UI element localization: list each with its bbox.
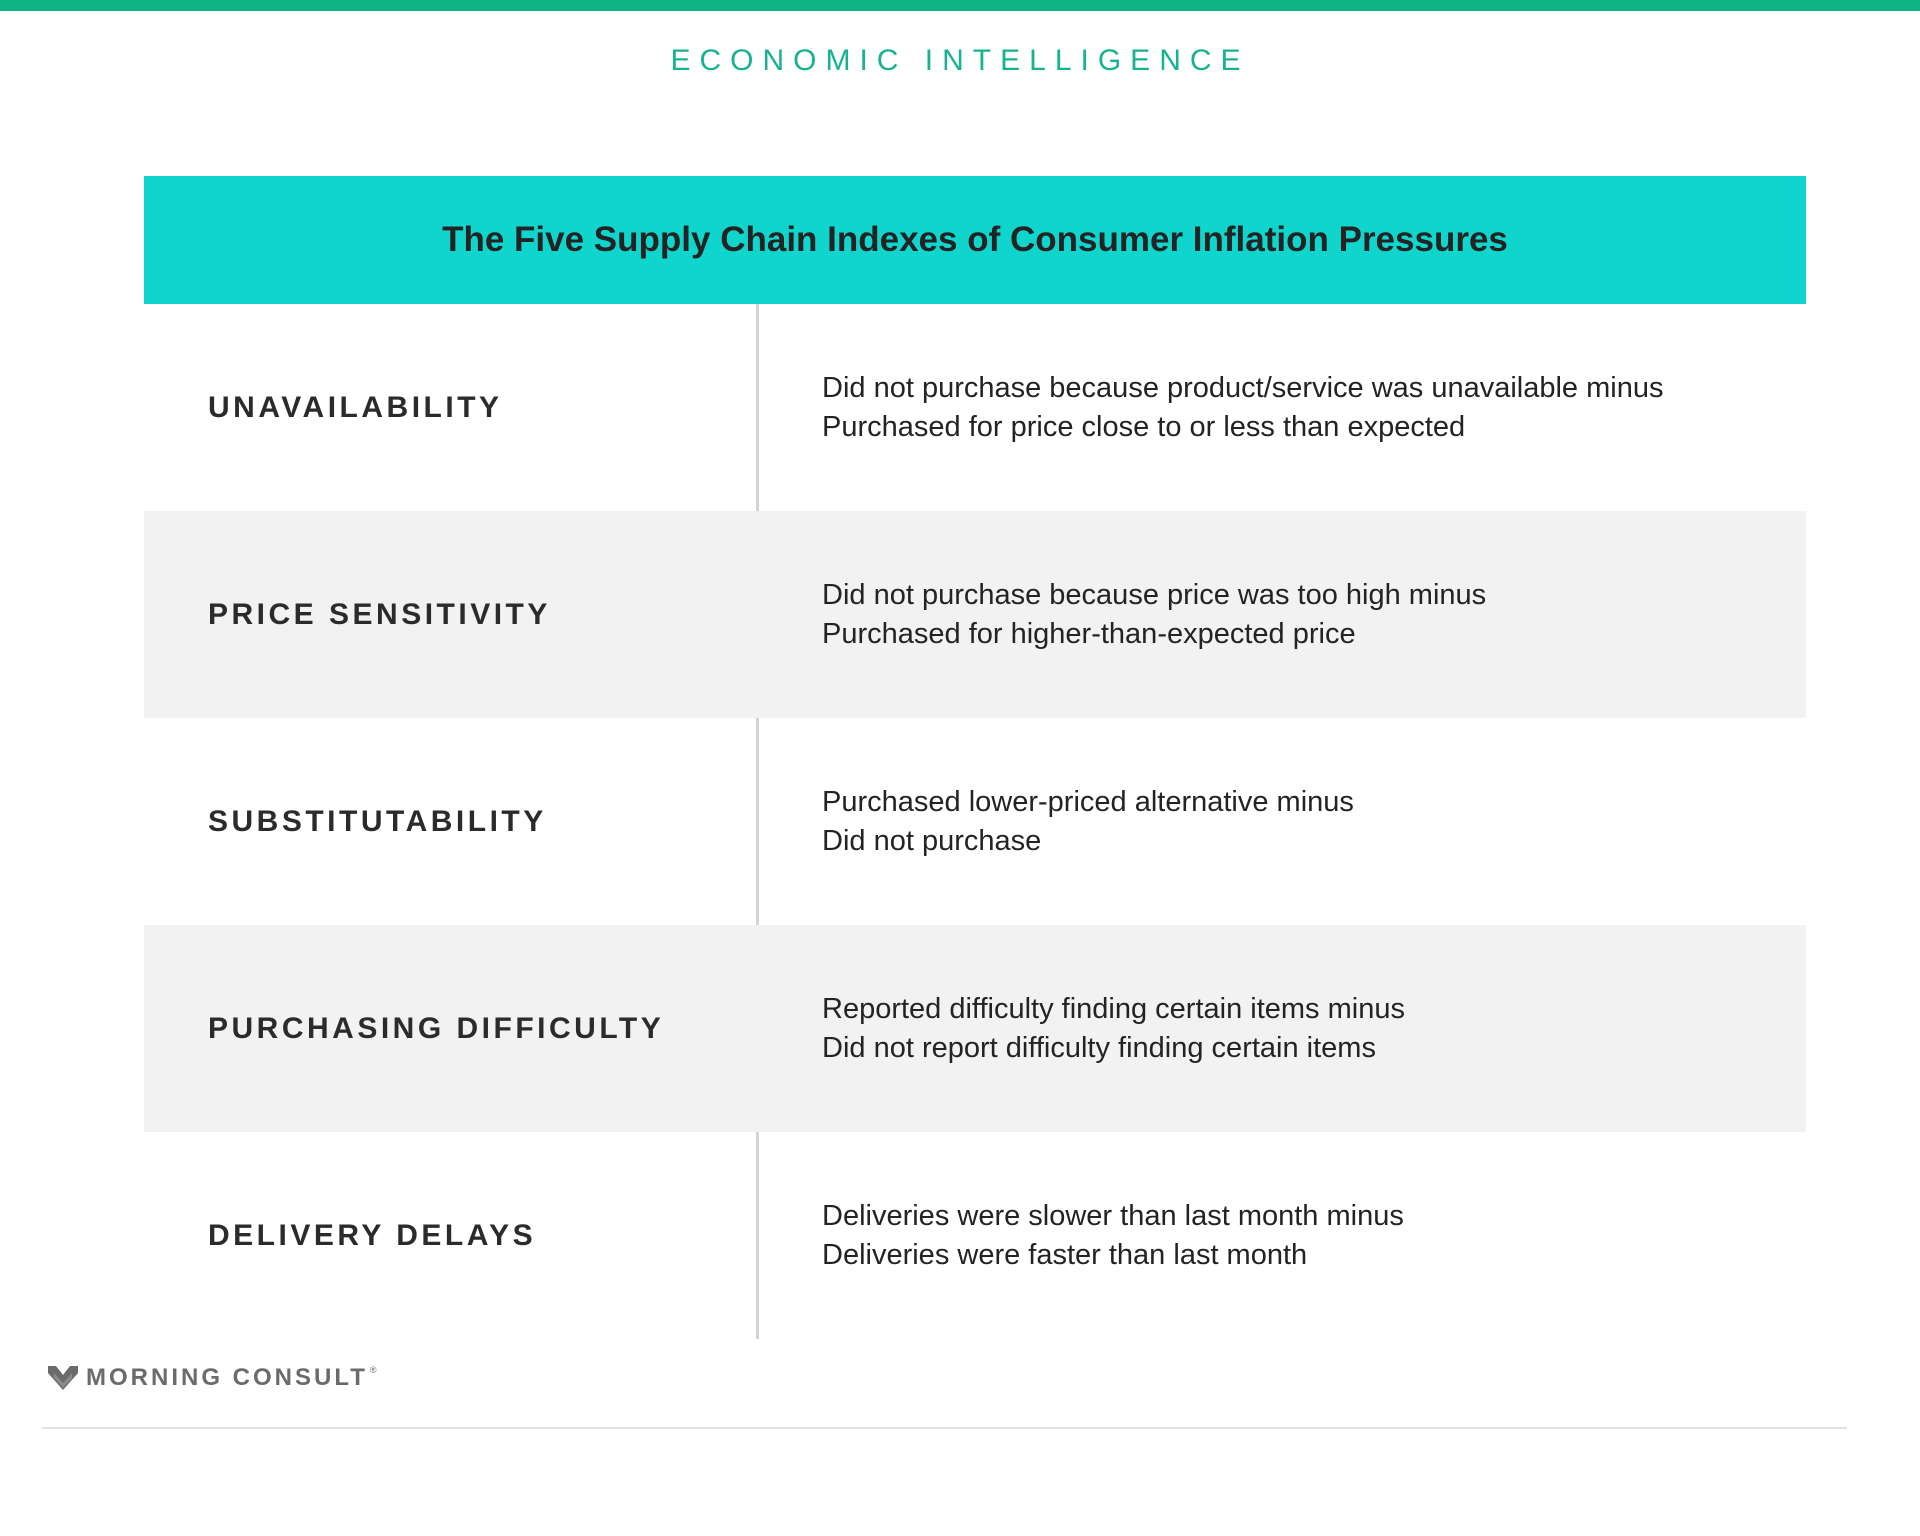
definition-line: Did not purchase because product/service was unavailable minus [822,371,1664,404]
table-row [144,511,1806,718]
footer-divider [42,1427,1847,1429]
definition-line: Purchased lower-priced alternative minus [822,785,1354,818]
top-accent-bar [0,0,1920,11]
index-label: PRICE SENSITIVITY [208,597,551,631]
section-kicker: ECONOMIC INTELLIGENCE [670,44,1250,77]
index-definition [758,990,1405,1068]
definition-line: Reported difficulty finding certain items minus [822,992,1405,1025]
definition-line: Did not purchase [822,824,1042,857]
table-row [144,304,1806,511]
table-title: The Five Supply Chain Indexes of Consumer Inflation Pressures [442,220,1508,259]
definition-line: Purchased for higher-than-expected price [822,617,1356,650]
registered-mark: ® [369,1365,377,1375]
index-label: PURCHASING DIFFICULTY [208,1011,665,1045]
definition-line: Deliveries were slower than last month minus [822,1199,1404,1232]
index-label: SUBSTITUTABILITY [208,804,547,838]
index-definition [758,576,1486,654]
index-label: UNAVAILABILITY [208,390,503,424]
definition-line: Purchased for price close to or less than expected [822,410,1466,443]
index-definition [758,1197,1404,1275]
table-body [144,304,1806,1339]
definition-line: Did not purchase because price was too high minus [822,578,1487,611]
brand-footer [48,1364,377,1392]
brand-name: MORNING CONSULT [86,1364,368,1391]
table-row [144,925,1806,1132]
table-row [144,1132,1806,1339]
index-definition [758,783,1354,861]
definition-line: Deliveries were faster than last month [822,1238,1308,1271]
index-definition [758,369,1663,447]
table-header [144,176,1806,304]
table-row [144,718,1806,925]
index-label: DELIVERY DELAYS [208,1218,537,1252]
morning-consult-logo-icon [48,1364,78,1392]
index-table [144,176,1806,1339]
definition-line: Did not report difficulty finding certain items [822,1031,1376,1064]
